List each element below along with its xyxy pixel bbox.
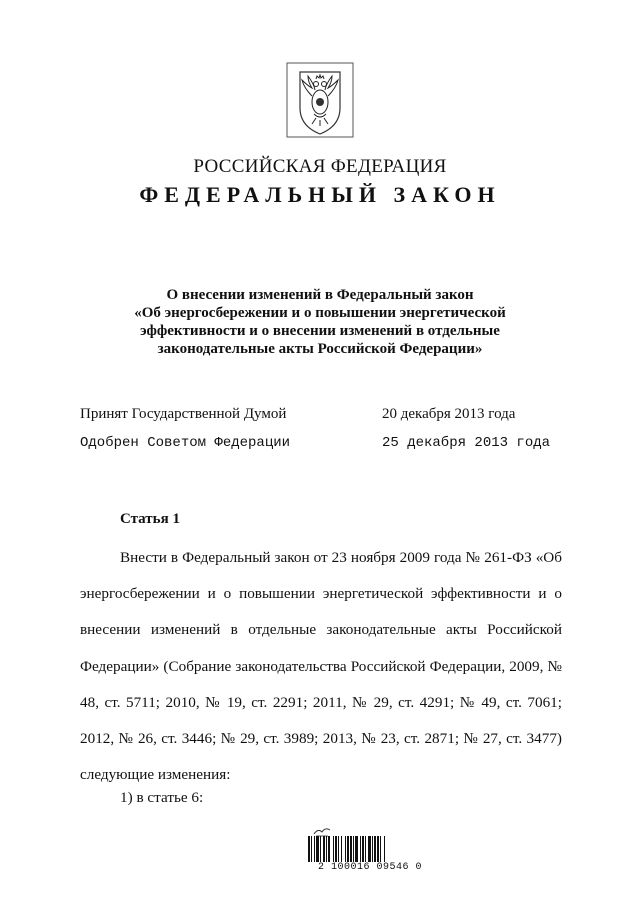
coat-of-arms-icon xyxy=(286,62,354,138)
article-body xyxy=(80,540,562,793)
law-title-line: законодательные акты Российской Федерации» xyxy=(157,341,483,357)
law-title xyxy=(100,286,540,358)
barcode-icon xyxy=(308,836,412,862)
article-paragraph: Внести в Федеральный закон от 23 ноября 2009 года № 261-ФЗ «Об энергосбережении и о повышении энергетической эффективности и о внесении изменений в отдельные законодательные акты Российской Федерации» (Собрание законодательства Российской Федерации, 2009, № 48, ст. 5711; 2010, № 19, ст. 2291; 2011, № 29, ст. 4291; № 49, ст. 7061; 2012, № 26, ст. 3446; № 29, ст. 3989; 2013, № 23, ст. 2871; № 27, ст. 3477) следующие изменения: xyxy=(80,549,562,784)
law-title-line: О внесении изменений в Федеральный закон xyxy=(166,287,474,303)
country-title: РОССИЙСКАЯ ФЕДЕРАЦИЯ xyxy=(193,156,447,177)
council-approval-date: 25 декабря 2013 года xyxy=(382,435,551,451)
barcode-number: 2 100016 09546 0 xyxy=(317,862,422,873)
council-approval-label: Одобрен Советом Федерации xyxy=(80,435,291,451)
document-type: ФЕДЕРАЛЬНЫЙ ЗАКОН xyxy=(139,182,501,207)
article-heading: Статья 1 xyxy=(120,511,180,527)
stamp-icon xyxy=(313,824,331,835)
law-title-line: эффективности и о внесении изменений в отдельные xyxy=(140,323,500,339)
duma-adoption-label: Принят Государственной Думой xyxy=(80,406,287,422)
duma-adoption-date: 20 декабря 2013 года xyxy=(382,406,516,422)
article-item: 1) в статье 6: xyxy=(120,789,204,806)
law-title-line: «Об энергосбережении и о повышении энергетической xyxy=(134,305,506,321)
